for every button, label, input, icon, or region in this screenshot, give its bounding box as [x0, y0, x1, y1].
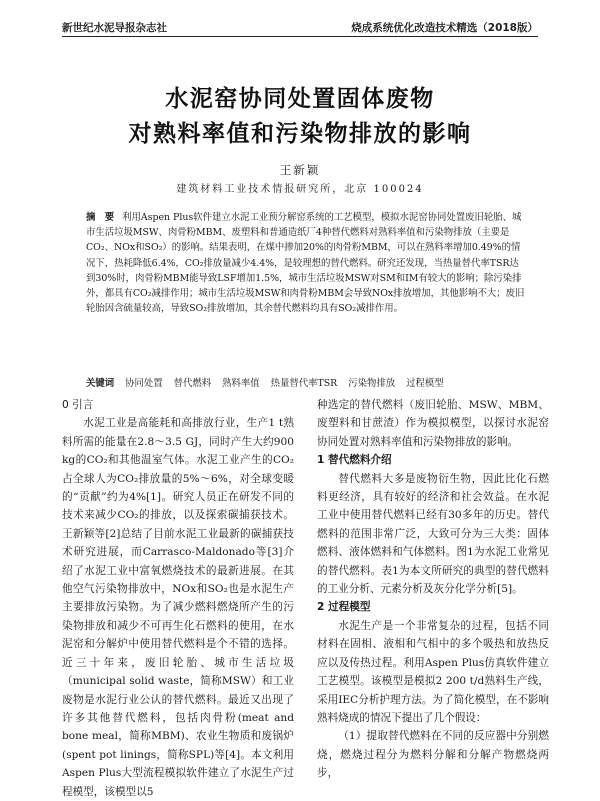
paragraph: 替代燃料大多是废物衍生物，因此比化石燃料更经济，具有较好的经济和社会效益。在水泥工业中使用替代燃料已经有30多年的历史。替代燃料的范围非常广泛，大致可分为三大类：固体燃料、液体燃料和气体燃料。图1为水泥工业常见的替代燃料。表1为本文所研究的典型的替代燃料的工业分析、元素分析及灰分化学分析[5]。: [317, 472, 549, 596]
author: 王新颖: [279, 163, 321, 177]
paragraph-continued: 种选定的替代燃料（废旧轮胎、MSW、MBM、废塑料和甘蔗渣）作为模拟模型，以探讨水泥窑协同处置对熟料率值和污染物排放的影响。: [317, 399, 549, 448]
collection-name: 烧成系统优化改造技术精选（2018版）: [351, 22, 538, 34]
journal-name: 新世纪水泥导报杂志社: [62, 22, 167, 34]
keyword: 热量替代率TSR: [270, 378, 338, 389]
affiliation: 建筑材料工业技术情报研究所，北京 100024: [176, 184, 424, 195]
paragraph: 水泥工业是高能耗和高排放行业，生产1 t熟料所需的能量在2.8～3.5 GJ，同时产生大约900 kg的CO₂和其他温室气体。水泥工业产生的CO₂占全球人为CO₂排放量的5%～6%，对全球变暖的“贡献”约为4%[1]。研究人员正在研发不同的技术来减少CO₂的排放，以及探索碳捕获技术。王新颖等[2]总结了目前水泥工业最新的碳捕获技术研究进展，而Carrasco-Maldonado等[3]介绍了水泥工业中富氧燃烧技术的最新进展。在其他空气污染物排放中，NOx和SO₂也是水泥生产主要排放污染物。为了减少燃料燃烧所产生的污染物排放和减少不可再生化石燃料的使用，在水泥窑和分解炉中使用替代燃料是个不错的选择。近三十年来，废旧轮胎、城市生活垃圾（municipal solid waste，简称MSW）和工业废物是水泥行业公认的替代燃料。最近又出现了许多其他替代燃料，包括肉骨粉(meat and bone meal，简称MBM)、农业生物质和废锅炉(spent pot linings，简称SPL)等[4]。本文利用Aspen Plus大型流程模拟软件建立了水泥生产过程模型，该模型以5: [62, 417, 294, 798]
abstract: [86, 210, 528, 316]
paragraph: 水泥生产是一个非常复杂的过程，包括不同材料在固相、液相和气相中的多个吸热和放热反应以及传热过程。利用Aspen Plus仿真软件建立工艺模型。该模型是模拟2 200 t/d熟料生产线，采用IEC分析护理方法。为了简化模型，在不影响熟料烧成的情况下提出了几个假设：: [317, 619, 549, 724]
title-line-1: 水泥窑协同处置固体废物: [165, 86, 435, 112]
right-column: [317, 396, 549, 783]
header-rule: [62, 36, 538, 37]
keyword: 过程模型: [406, 378, 444, 389]
paragraph: （1）提取替代燃料在不同的反应器中分别燃烧，燃烧过程分为燃料分解和分解产物燃烧两步，: [317, 730, 549, 780]
section-heading-process-model: 2 过程模型: [317, 601, 371, 614]
abstract-label: 摘 要: [86, 212, 115, 223]
section-heading-alt-fuels: 1 替代燃料介绍: [317, 454, 392, 467]
keywords: [86, 377, 528, 391]
keyword: 协同处置: [125, 378, 163, 389]
keyword: 污染物排放: [348, 378, 396, 389]
running-header: [62, 20, 538, 34]
keywords-label: 关键词: [86, 378, 115, 389]
left-column: [62, 396, 294, 801]
keyword: 替代燃料: [173, 378, 212, 389]
section-heading-intro: 0 引言: [62, 399, 94, 411]
title-line-2: 对熟料率值和污染物排放的影响: [128, 121, 472, 147]
abstract-text: 利用Aspen Plus软件建立水泥工业预分解窑系统的工艺模型，模拟水泥窑协同处置废旧轮胎、城市生活垃圾MSW、肉骨粉MBM、废塑料和普通造纸厂4种替代燃料对熟料率值和污染物排放（主要是CO₂、NOx和SO₂）的影响。结果表明，在煤中掺加20%的肉骨粉MBM，可以在熟料率增加0.49%的情况下，热耗降低6.4%，CO₂排放量减少4.4%，是较理想的替代燃料。研究还发现，当热量替代率TSR达到30%时，肉骨粉MBM能导致LSF增加1.5%，城市生活垃圾MSW对SM和IM有较大的影响；除污染排外，都具有CO₂减排作用；城市生活垃圾MSW和肉骨粉MBM会导致NOx排放增加，其他影响不大；废旧轮胎因含硫量较高，导致SO₂排放增加，其余替代燃料均具有SO₂减排作用。: [86, 212, 525, 315]
keyword: 熟料率值: [222, 378, 260, 389]
